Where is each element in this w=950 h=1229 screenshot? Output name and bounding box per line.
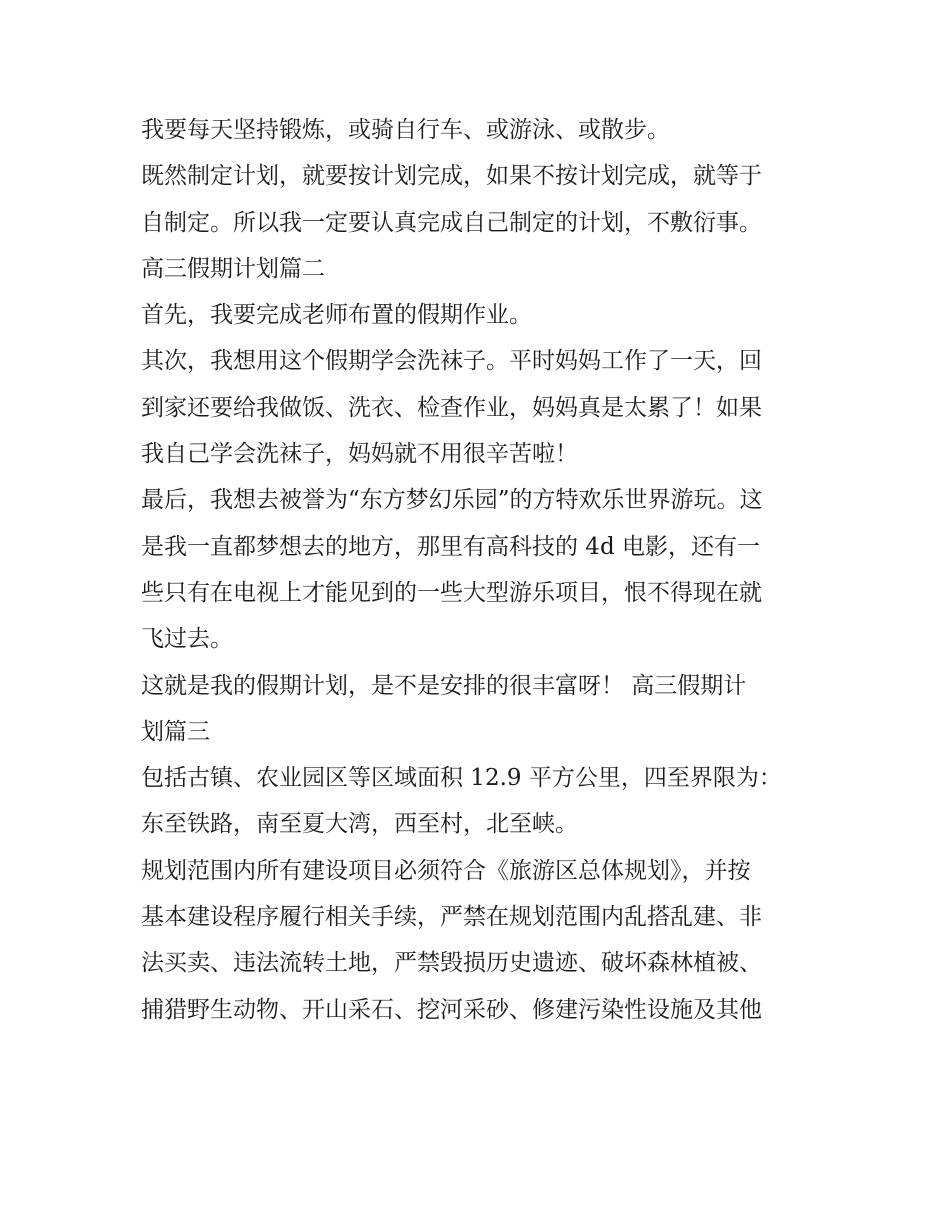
- text-line: 这就是我的假期计划，是不是安排的很丰富呀！ 高三假期计: [141, 672, 747, 699]
- text-line: 飞过去。: [141, 626, 233, 653]
- text-line: 捕猎野生动物、开山采石、挖河采砂、修建污染性设施及其他: [141, 996, 762, 1023]
- text-line: 我要每天坚持锻炼，或骑自行车、或游泳、或散步。: [141, 117, 670, 143]
- text-line: 包括古镇、农业园区等区域面积 12.9 平方公里，四至界限为：: [141, 765, 782, 792]
- text-line: 到家还要给我做饭、洗衣、检查作业，妈妈真是太累了！如果: [141, 394, 762, 421]
- text-line: 首先，我要完成老师布置的假期作业。: [141, 302, 532, 329]
- text-line: 东至铁路，南至夏大湾，西至村，北至峡。: [141, 811, 578, 838]
- text-line: 基本建设程序履行相关手续，严禁在规划范围内乱搭乱建、非: [141, 904, 762, 931]
- text-line: 最后，我想去被誉为“东方梦幻乐园”的方特欢乐世界游玩。这: [141, 487, 763, 514]
- text-line: 自制定。所以我一定要认真完成自己制定的计划，不敷衍事。: [141, 209, 762, 236]
- text-line: 既然制定计划，就要按计划完成，如果不按计划完成，就等于: [141, 163, 762, 190]
- body-text: [141, 107, 813, 1033]
- section-heading: 高三假期计划篇二: [141, 255, 325, 282]
- text-line: 法买卖、违法流转土地，严禁毁损历史遗迹、破坏森林植被、: [141, 950, 762, 977]
- text-line: 我自己学会洗袜子，妈妈就不用很辛苦啦！: [141, 441, 578, 468]
- text-line: 是我一直都梦想去的地方，那里有高科技的 4d 电影，还有一: [141, 533, 760, 560]
- text-line: 划篇三: [141, 718, 210, 745]
- text-line: 些只有在电视上才能见到的一些大型游乐项目，恨不得现在就: [141, 579, 762, 606]
- text-line: 其次，我想用这个假期学会洗袜子。平时妈妈工作了一天，回: [141, 348, 762, 375]
- text-line: 规划范围内所有建设项目必须符合《旅游区总体规划》，并按: [141, 857, 751, 884]
